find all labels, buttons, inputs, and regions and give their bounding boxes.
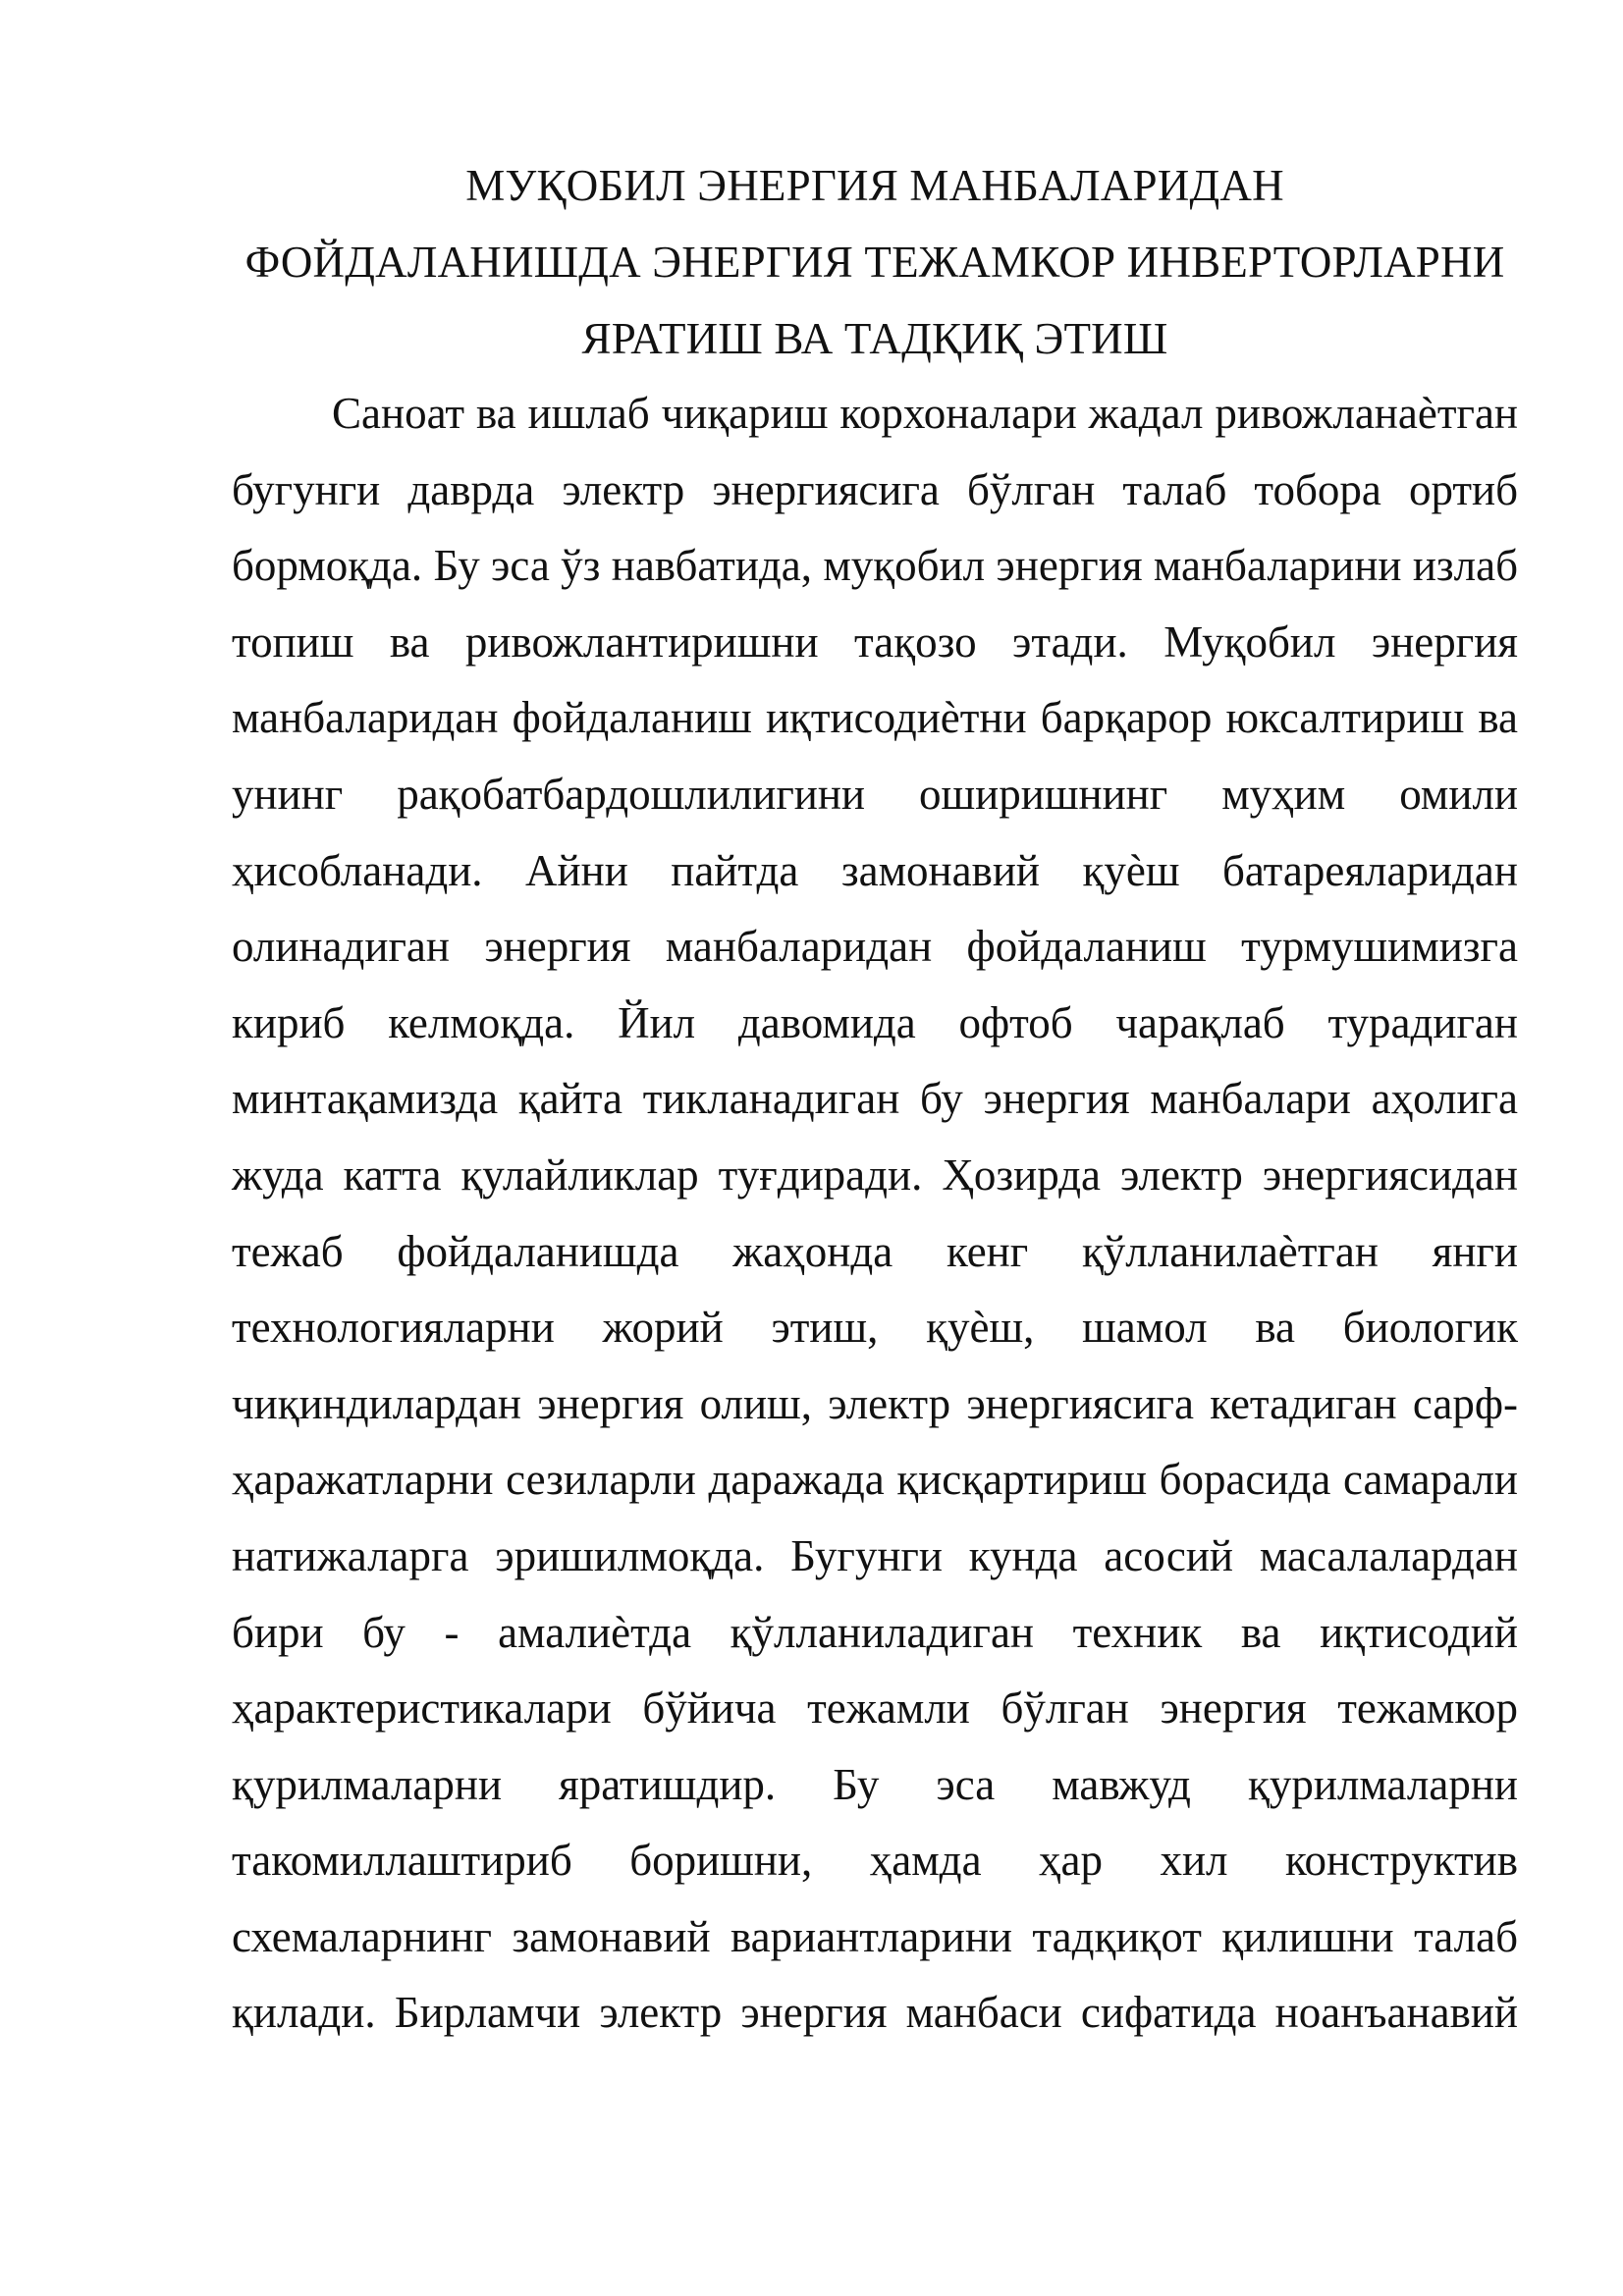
body-paragraph — [232, 376, 1518, 2052]
text-line: схемаларнинг замонавий вариантларини тадқиқот қилишни талаб — [232, 1911, 1518, 1961]
text-line: унинг рақобатбардошлилигини оширишнинг муҳим омили — [232, 769, 1518, 819]
text-line: манбаларидан фойдаланиш иқтисодиѐтни барқарор юксалтириш ва — [232, 693, 1518, 743]
text-line: натижаларга эришилмоқда. Бугунги кунда асосий масалалардан — [232, 1530, 1518, 1580]
document-title — [232, 147, 1518, 377]
title-line-2: ФОЙДАЛАНИШДА ЭНЕРГИЯ ТЕЖАМКОР ИНВЕРТОРЛАРНИ — [244, 238, 1505, 287]
text-line: тежаб фойдаланишда жаҳонда кенг қўлланилаѐтган янги — [232, 1226, 1518, 1276]
text-line: чиқиндилардан энергия олиш, электр энергиясига кетадиган сарф- — [232, 1378, 1518, 1428]
text-line: бормоқда. Бу эса ўз навбатида, муқобил энергия манбаларини излаб — [232, 541, 1518, 591]
text-line: ҳаражатларни сезиларли даражада қисқартириш борасида самарали — [232, 1455, 1518, 1505]
text-line: жуда катта қулайликлар туғдиради. Ҳозирда электр энергиясидан — [232, 1149, 1518, 1200]
text-line: олинадиган энергия манбаларидан фойдаланиш турмушимизга — [232, 922, 1518, 972]
text-line: бугунги даврда электр энергиясига бўлган талаб тобора ортиб — [232, 464, 1518, 514]
text-line: технологияларни жорий этиш, қуѐш, шамол ва биологик — [232, 1303, 1518, 1353]
text-line: ҳарактеристикалари бўйича тежамли бўлган энергия тежамкор — [232, 1683, 1518, 1734]
text-line: қурилмаларни яратишдир. Бу эса мавжуд қурилмаларни — [232, 1759, 1518, 1809]
title-line-3: ЯРАТИШ ВА ТАДҚИҚ ЭТИШ — [581, 314, 1168, 363]
text-line: топиш ва ривожлантиришни тақозо этади. Муқобил энергия — [232, 616, 1518, 667]
text-line: бири бу - амалиѐтда қўлланиладиган техник ва иқтисодий — [232, 1607, 1518, 1657]
title-line-1: МУҚОБИЛ ЭНЕРГИЯ МАНБАЛАРИДАН — [465, 161, 1284, 210]
text-line: ҳисобланади. Айни пайтда замонавий қуѐш батареяларидан — [232, 845, 1518, 895]
text-line: Саноат ва ишлаб чиқариш корхоналари жадал ривожланаѐтган — [332, 389, 1518, 438]
text-line: минтақамизда қайта тикланадиган бу энергия манбалари аҳолига — [232, 1074, 1518, 1124]
text-line: такомиллаштириб боришни, ҳамда ҳар хил конструктив — [232, 1836, 1518, 1886]
text-line: қилади. Бирламчи электр энергия манбаси сифатида ноанъанавий — [232, 1988, 1518, 2038]
text-line: кириб келмоқда. Йил давомида офтоб чарақлаб турадиган — [232, 997, 1518, 1047]
